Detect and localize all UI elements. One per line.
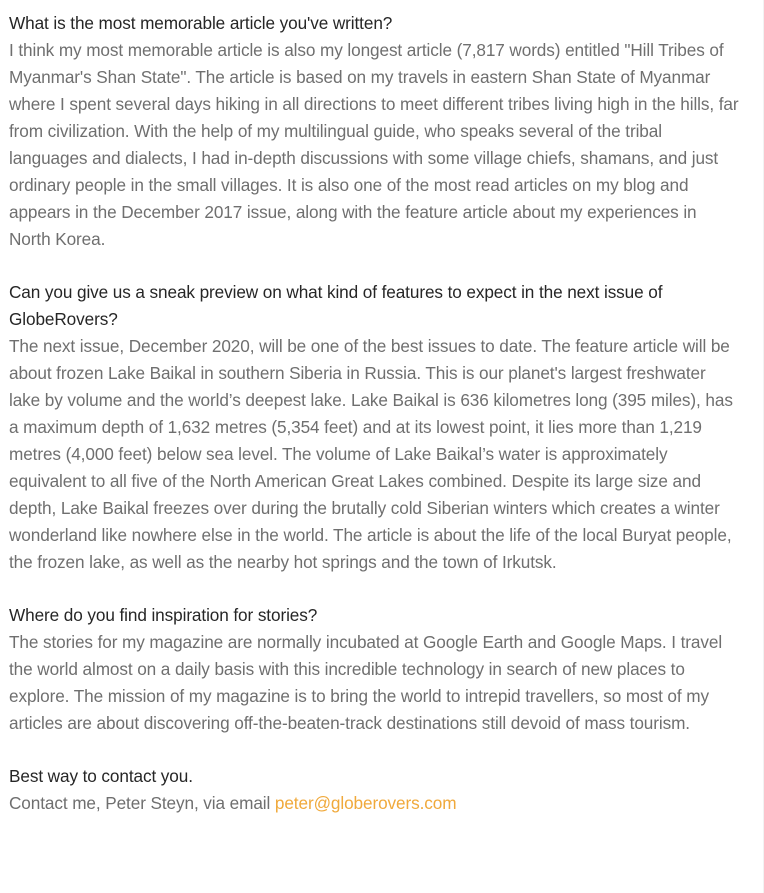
contact-email-link[interactable]: peter@globerovers.com [274, 793, 457, 813]
qa-question: Can you give us a sneak preview on what kind of features to expect in the next issue of GlobeRovers? [9, 282, 663, 329]
qa-question: Where do you find inspiration for stories? [9, 605, 318, 625]
qa-answer: The next issue, December 2020, will be one of the best issues to date. The feature article will be about frozen Lake Baikal in southern Siberia in Russia. This is our planet's largest freshwater lake by volume and the world’s deepest lake. Lake Baikal is 636 kilometres long (395 miles), has a maximum depth of 1,632 metres (5,354 feet) and at its lowest point, it lies more than 1,219 metres (4,000 feet) below sea level. The volume of Lake Baikal’s water is approximately equivalent to all five of the North American Great Lakes combined. Despite its large size and depth, Lake Baikal freezes over during the brutally cold Siberian winters which creates a winter wonderland like nowhere else in the world. The article is about the life of the local Buryat people, the frozen lake, as well as the nearby hot springs and the town of Irkutsk. [9, 336, 733, 572]
contact-question: Best way to contact you. [9, 766, 193, 786]
qa-block [9, 10, 741, 253]
contact-answer-prefix: Contact me, Peter Steyn, via email [9, 793, 275, 813]
qa-question: What is the most memorable article you've written? [9, 13, 393, 33]
qa-block [9, 279, 741, 576]
qa-block [9, 602, 741, 737]
contact-block [9, 763, 741, 817]
contact-answer [9, 790, 741, 817]
qa-answer: I think my most memorable article is also my longest article (7,817 words) entitled "Hill Tribes of Myanmar's Shan State". The article is based on my travels in eastern Shan State of Myanmar where I spent several days hiking in all directions to meet different tribes living high in the hills, far from civilization. With the help of my multilingual guide, who speaks several of the tribal languages and dialects, I had in-depth discussions with some village chiefs, shamans, and just ordinary people in the small villages. It is also one of the most read articles on my blog and appears in the December 2017 issue, along with the feature article about my experiences in North Korea. [9, 40, 739, 249]
qa-answer: The stories for my magazine are normally incubated at Google Earth and Google Maps. I travel the world almost on a daily basis with this incredible technology in search of new places to explore. The mission of my magazine is to bring the world to intrepid travellers, so most of my articles are about discovering off-the-beaten-track destinations still devoid of mass tourism. [9, 632, 723, 733]
